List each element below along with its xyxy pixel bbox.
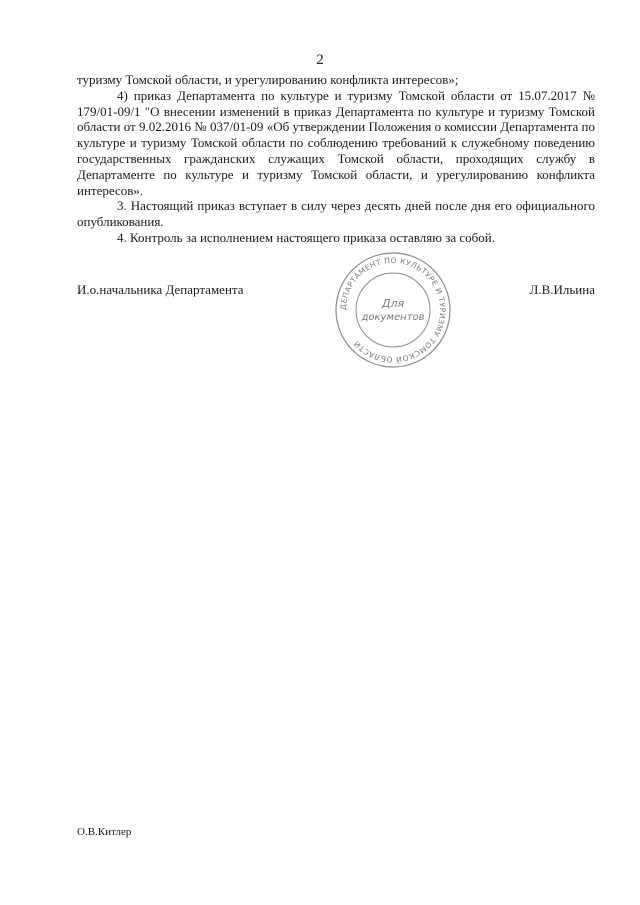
stamp-ring-text: ДЕПАРТАМЕНТ ПО КУЛЬТУРЕ И ТУРИЗМУ ТОМСКОЙ ОБЛАСТИ xyxy=(338,255,448,365)
body-paragraph: 3. Настоящий приказ вступает в силу через десять дней после дня его официального опубликования. xyxy=(77,198,595,230)
stamp-inner-circle xyxy=(356,273,430,347)
stamp-center-line-1: Для xyxy=(381,297,405,310)
official-stamp xyxy=(333,250,453,370)
page-number: 2 xyxy=(316,52,324,68)
stamp-outer-circle xyxy=(336,253,450,367)
document-author: О.В.Китлер xyxy=(77,826,132,838)
document-body xyxy=(77,72,595,246)
body-paragraph: 4. Контроль за исполнением настоящего приказа оставляю за собой. xyxy=(117,229,495,245)
body-paragraph: туризму Томской области, и урегулированию конфликта интересов»; xyxy=(77,72,459,87)
body-paragraph: 4) приказ Департамента по культуре и туризму Томской области от 15.07.2017 № 179/01-09/1 "О внесении изменений в приказ Департамента по культуре и туризму Томской области от 9.02.2016 № 037/01-09 «Об утверждении Положения о комиссии Департамента по культуре и туризму Томской области по соблюдению требований к служебному поведению государственных гражданских служащих Томской области, проходящих службу в Департаменте по культуре и туризму Томской области, и урегулированию конфликта интересов». xyxy=(77,87,595,198)
signatory-name: Л.В.Ильина xyxy=(529,282,595,297)
stamp-center-line-2: документов xyxy=(361,312,425,323)
signatory-title: И.о.начальника Департамента xyxy=(77,282,244,297)
